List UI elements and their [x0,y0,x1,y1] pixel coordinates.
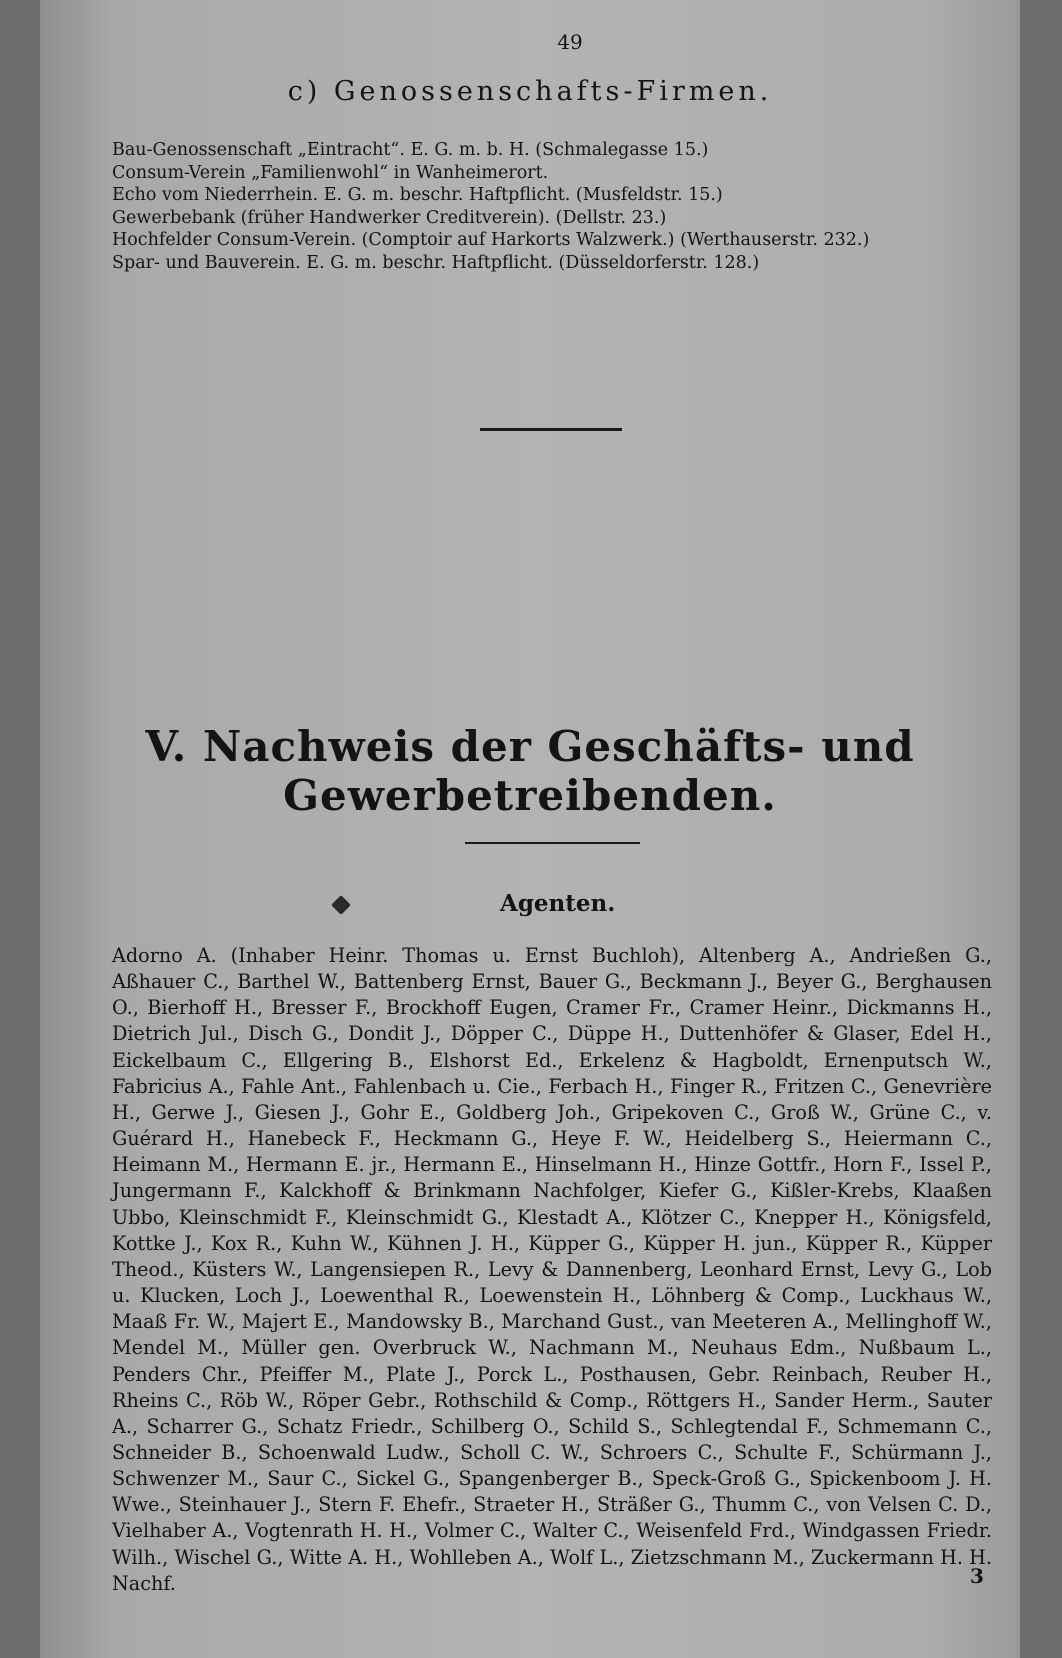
list-item: Hochfelder Consum-Verein. (Comptoir auf Harkorts Walzwerk.) (Werthauserstr. 232.) [112,230,870,250]
section-heading: c) Genossenschafts-Firmen. [287,76,773,107]
page-number: 49 [557,30,583,54]
chapter-title: V. Nachweis der Geschäfts- und Gewerbetreibenden. [145,722,915,820]
cooperatives-list [112,139,992,274]
list-item: Spar- und Bauverein. E. G. m. beschr. Haftpflicht. (Düsseldorferstr. 128.) [112,252,760,273]
agents-heading: Agenten. [500,890,616,917]
list-item: Bau-Genossenschaft „Eintracht“. E. G. m. b. H. (Schmalegasse 15.) [112,140,709,160]
chapter-divider [465,842,640,844]
ink-mark [331,895,351,915]
list-item: Gewerbebank (früher Handwerker Creditverein). (Dellstr. 23.) [112,207,667,228]
agents-list-paragraph: Adorno A. (Inhaber Heinr. Thomas u. Ernst Buchloh), Altenberg A., Andrießen G., Aßhauer C., Barthel W., Battenberg Ernst, Bauer G., Beckmann J., Beyer G., Berghausen O., Bierhoff H., Bresser F., Brockhoff Eugen, Cramer Fr., Cramer Heinr., Dickmanns H., Dietrich Jul., Disch G., Dondit J., Döpper C., Düppe H., Duttenhöfer & Glaser, Edel H., Eickelbaum C., Ellgering B., Elshorst Ed., Erkelenz & Hagboldt, Ernenputsch W., Fabricius A., Fahle Ant., Fahlenbach u. Cie., Ferbach H., Finger R., Fritzen C., Genevrière H., Gerwe J., Giesen J., Gohr E., Goldberg Joh., Gripekoven C., Groß W., Grüne C., v. Guérard H., Hanebeck F., Heckmann G., Heye F. W., Heidelberg S., Heiermann C., Heimann M., Hermann E. jr., Hermann E., Hinselmann H., Hinze Gottfr., Horn F., Issel P., Jungermann F., Kalckhoff & Brinkmann Nachfolger, Kiefer G., Kißler-Krebs, Klaaßen Ubbo, Kleinschmidt F., Kleinschmidt G., Klestadt A., Klötzer C., Knepper H., Königsfeld, Kottke J., Kox R., Kuhn W., Kühnen J. H., Küpper G., Küpper H. jun., Küpper R., Küpper Theod., Küsters W., Langensiepen R., Levy & Dannenberg, Leonhard Ernst, Levy G., Lob u. Klucken, Loch J., Loewenthal R., Loewenstein H., Löhnberg & Comp., Luckhaus W., Maaß Fr. W., Majert E., Mandowsky B., Marchand Gust., van Meeteren A., Mellinghoff W., Mendel M., Müller gen. Overbruck W., Nachmann M., Neuhaus Edm., Nußbaum L., Penders Chr., Pfeiffer M., Plate J., Porck L., Posthausen, Gebr. Reinbach, Reuber H., Rheins C., Röb W., Röper Gebr., Rothschild & Comp., Röttgers H., Sander Herm., Sauter A., Scharrer G., Schatz Friedr., Schilberg O., Schild S., Schlegtendal F., Schmemann C., Schneider B., Schoenwald Ludw., Scholl C. W., Schroers C., Schulte F., Schürmann J., Schwenzer M., Saur C., Sickel G., Spangenberger B., Speck-Groß G., Spickenboom J. H. Wwe., Steinhauer J., Stern F. Ehefr., Straeter H., Sträßer G., Thumm C., von Velsen C. D., Vielhaber A., Vogtenrath H. H., Volmer C., Walter C., Weisenfeld Frd., Windgassen Friedr. Wilh., Wischel G., Witte A. H., Wohlleben A., Wolf L., Zietzschmann M., Zuckermann H. H. Nachf. [112,944,992,1595]
section-divider [480,428,622,431]
list-item: Consum-Verein „Familienwohl“ in Wanheimerort. [112,162,549,183]
list-item: Echo vom Niederrhein. E. G. m. beschr. Haftpflicht. (Musfeldstr. 15.) [112,185,723,205]
printer-signature-mark: 3 [970,1564,984,1588]
document-page [40,0,1020,1658]
